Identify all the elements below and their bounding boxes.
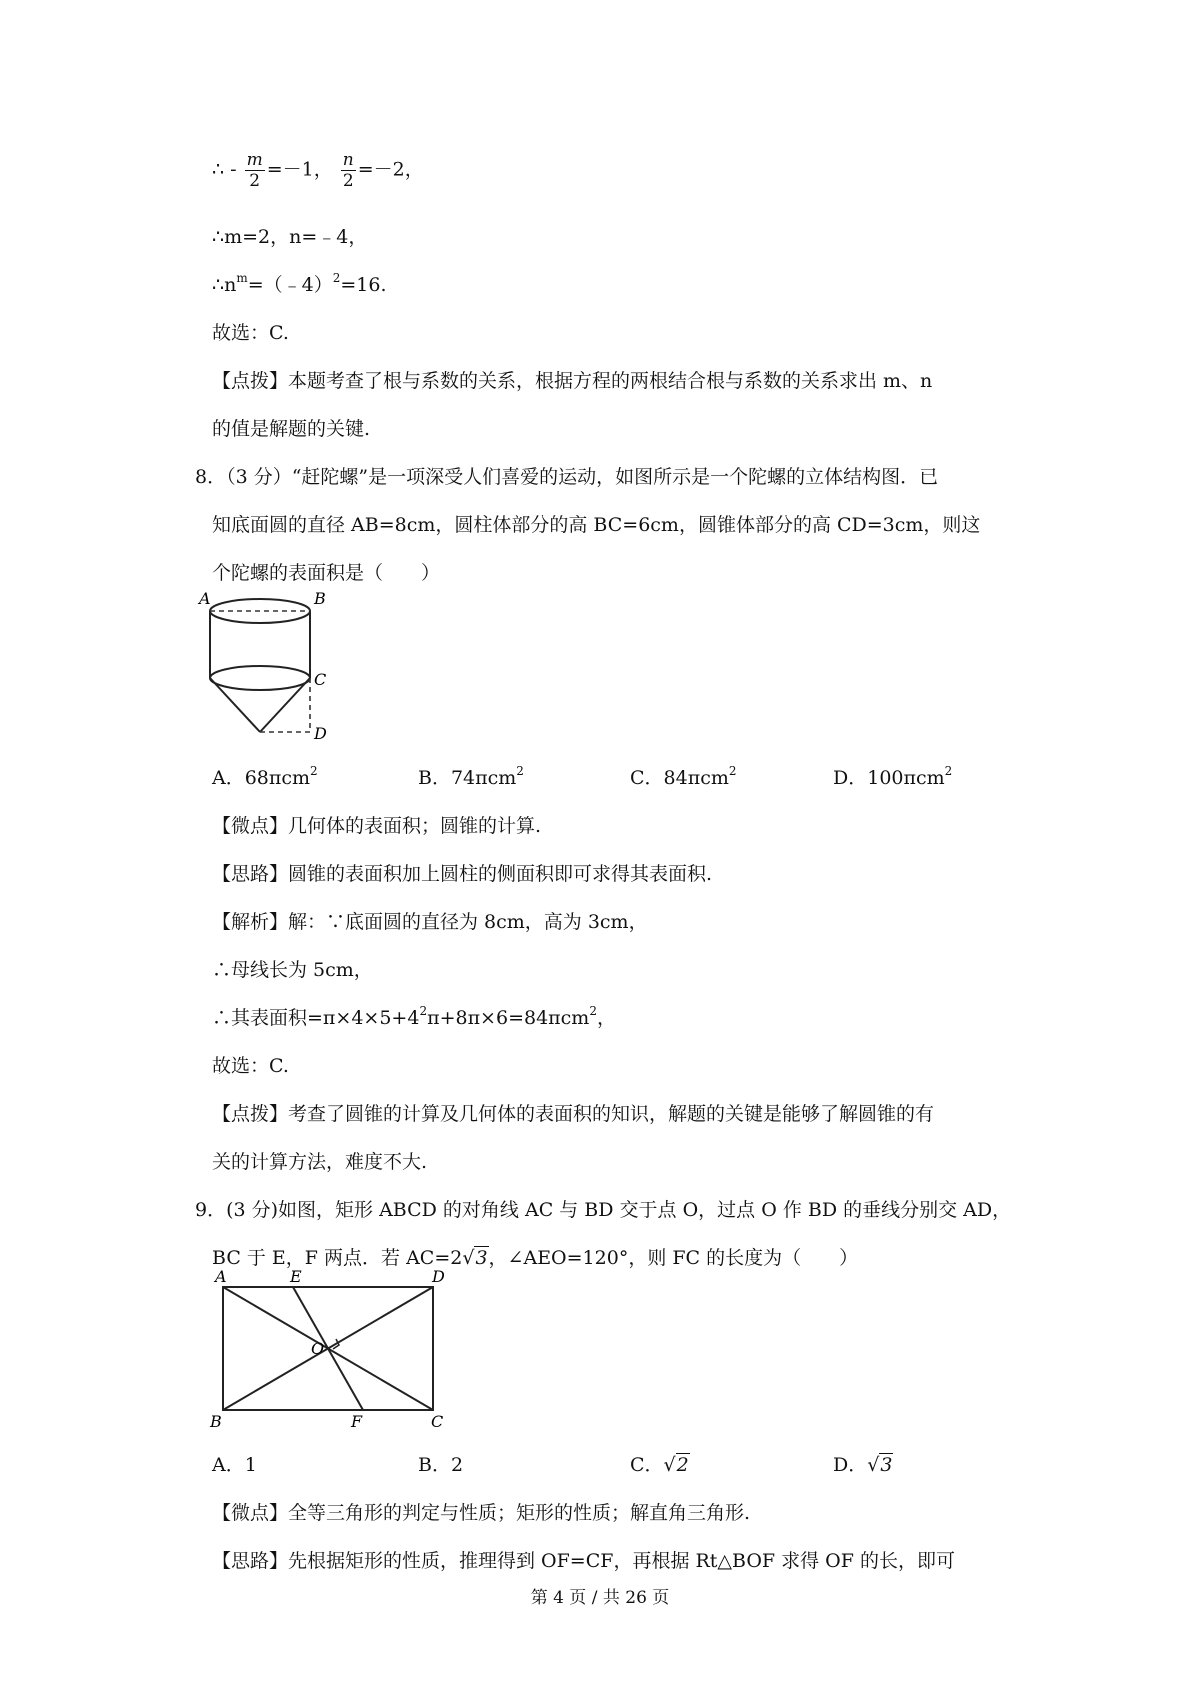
option-d: D．√3 (833, 1454, 893, 1476)
option-d: D．100πcm$^2$ (833, 764, 953, 789)
jiexi-line: ∴母线长为 5cm， (212, 959, 373, 981)
weidian: 【微点】几何体的表面积；圆锥的计算. (212, 815, 542, 837)
label-b: B (210, 1412, 222, 1431)
jiexi-line: ∴其表面积$=\pi\times 4\times 5+4^2\pi+8\pi\times 6=84\pi cm^2$， (212, 1004, 616, 1029)
fraction: $\frac{m}{2}$ (246, 150, 263, 191)
option-a: A．68πcm$^2$ (212, 764, 318, 789)
option-b: B．2 (418, 1454, 464, 1476)
solution-line-fraction: ∴ - $\frac{m}{2}$ =－1， $\frac{n}{2}$ =－2， (212, 150, 424, 191)
solution-line: $\therefore n^m=(﹣4)^2=16$. (212, 271, 387, 296)
label-o: O (311, 1339, 325, 1358)
tip-line: 【点拨】本题考查了根与系数的关系，根据方程的两根结合根与系数的关系求出 m、n (212, 370, 933, 392)
label-b: B (314, 589, 326, 608)
jiexi-line: 【解析】解：∵底面圆的直径为 8cm，高为 3cm， (212, 911, 648, 933)
label-a: A (215, 1267, 227, 1286)
tip-line: 关的计算方法，难度不大. (212, 1151, 428, 1173)
label-d: D (314, 724, 327, 743)
bottom-ellipse-front (210, 678, 310, 690)
sqrt: √2 (663, 1454, 689, 1476)
solution-line: ∴m=2，n=﹣4， (212, 226, 368, 248)
rectangle-figure (205, 1267, 465, 1432)
label-c: C (431, 1412, 444, 1431)
question-9-text: BC 于 E，F 两点．若 AC=2√3，∠AEO=120°，则 FC 的长度为（ ） (212, 1247, 859, 1269)
bottom-ellipse-back (210, 666, 310, 678)
tip-line: 的值是解题的关键. (212, 418, 371, 440)
silu: 【思路】先根据矩形的性质，推理得到 OF=CF，再根据 Rt△BOF 求得 OF 的长，即可 (212, 1550, 955, 1572)
option-b: B．74πcm$^2$ (418, 764, 524, 789)
answer-line: 故选：C. (212, 1055, 289, 1077)
option-c: C．√2 (630, 1454, 689, 1476)
label-d: D (432, 1267, 445, 1286)
question-8-text: 个陀螺的表面积是（ ） (212, 562, 441, 584)
label-a: A (199, 589, 211, 608)
spinning-top-figure (199, 588, 355, 743)
question-8-text: 8．（3 分）“赶陀螺”是一项深受人们喜爱的运动，如图所示是一个陀螺的立体结构图．已 (195, 466, 939, 488)
fraction: $\frac{n}{2}$ (342, 150, 354, 191)
answer-line: 故选：C. (212, 322, 289, 344)
silu: 【思路】圆锥的表面积加上圆柱的侧面积即可求得其表面积. (212, 863, 713, 885)
question-8-text: 知底面圆的直径 AB=8cm，圆柱体部分的高 BC=6cm，圆锥体部分的高 CD=3cm，则这 (212, 514, 981, 536)
perpendicular-ef (293, 1287, 363, 1410)
sqrt: √3 (462, 1247, 488, 1269)
label-e: E (290, 1267, 302, 1286)
label-f: F (351, 1412, 363, 1431)
sqrt: √3 (867, 1454, 893, 1476)
option-a: A．1 (212, 1454, 257, 1476)
tip-line: 【点拨】考查了圆锥的计算及几何体的表面积的知识，解题的关键是能够了解圆锥的有 (212, 1103, 935, 1125)
weidian: 【微点】全等三角形的判定与性质；矩形的性质；解直角三角形. (212, 1502, 751, 1524)
question-9-text: 9．(3 分)如图，矩形 ABCD 的对角线 AC 与 BD 交于点 O，过点 O 作 BD 的垂线分别交 AD， (195, 1199, 1012, 1221)
page-footer: 第 4 页 / 共 26 页 (530, 1588, 670, 1608)
cone-right-edge (260, 678, 310, 732)
cone-left-edge (210, 678, 260, 732)
option-c: C．84πcm$^2$ (630, 764, 737, 789)
label-c: C (314, 670, 327, 689)
